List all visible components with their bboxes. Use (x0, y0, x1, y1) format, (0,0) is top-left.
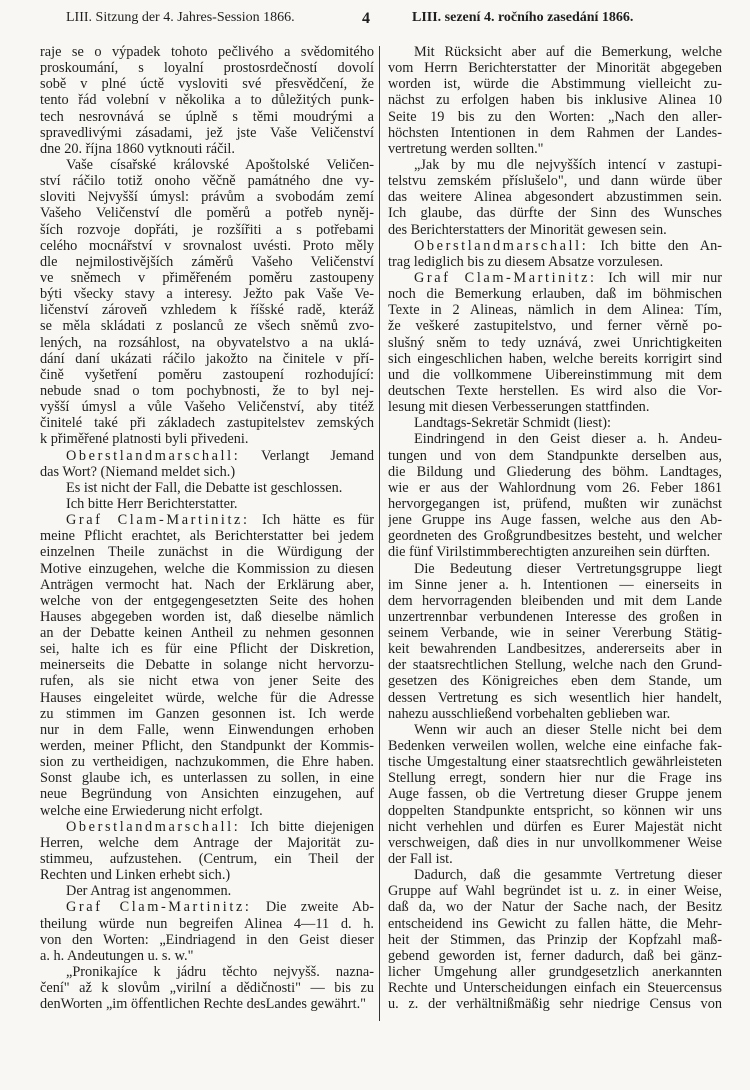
text-line: sich eingeschlichen haben, welche bereits korrigirt sind (388, 350, 722, 367)
text-line: slušný sněm to tedy uznává, zwei Unrichtigkeiten (388, 334, 722, 351)
text-line: čině vyšetření poměru zastoupení rozhodující: (40, 366, 374, 383)
text-line: theilung würde nun begreifen Alinea 4—11 d. h. (40, 915, 374, 932)
speaker-name: Graf Clam-Martinitz: (414, 269, 597, 286)
page-number: 4 (362, 10, 370, 27)
text-line (40, 819, 374, 835)
text-line: welche von der entgegengesetzten Seite des hohen (40, 592, 374, 609)
paragraph (40, 964, 374, 1012)
text-line: Der Antrag ist angenommen. (66, 883, 232, 900)
text-line (388, 270, 722, 286)
text-line: proskoumání, s loyalní prostosrdečností dovolí (40, 60, 374, 77)
text-line: unzertrennbar verbundenen Interesse des großen in (388, 608, 722, 625)
text-line: verschweigen, daß dies in nur unvollkommener Weise (388, 834, 722, 851)
text-line (40, 448, 374, 464)
text-line: Sonst glaube ich, es unterlassen zu sollen, in eine (40, 770, 374, 787)
paragraph (40, 899, 374, 964)
speech-text: Ich will mir nur (596, 269, 722, 286)
text-line: Die Bedeutung dieser Vertretungsgruppe liegt (414, 560, 722, 577)
text-line: Dadurch, daß die gesammte Vertretung dieser (414, 867, 722, 884)
paragraph (40, 480, 374, 496)
text-line: Ich glaube, das dürfte der Sinn des Wunsches (388, 205, 722, 222)
text-line: tento řád volební v několika a to důležitých punk- (40, 92, 374, 109)
paragraph (388, 561, 722, 722)
speaker-name: Oberstlandmarschall: (66, 447, 241, 464)
text-line: vom Herrn Berichterstatter der Minorität abgegeben (388, 60, 722, 77)
text-line: Vaše císařské královské Apoštolské Veličen- (66, 156, 374, 173)
text-line: licher Umgehung aller grundgesetzlich anerkannten (388, 964, 722, 981)
text-line: der Fall ist. (388, 851, 453, 868)
text-line: höchsten Intentionen in dem Rahmen der Landes- (388, 124, 722, 141)
text-line: heit der Stimmen, das Prinzip der Kopfzahl maß- (388, 931, 722, 948)
text-line: Landtags-Sekretär Schmidt (liest): (414, 415, 611, 432)
speaker-name: Graf Clam-Martinitz: (66, 899, 252, 916)
text-line: spravedlivými zásadami, jež jste Vaše Veličenství (40, 124, 374, 141)
text-line: Stellung erregt, sondern hier nur die Frage ins (388, 770, 722, 787)
text-line: gesetzen des Königreiches eben dem Stande, um (388, 673, 722, 690)
text-line: nächst zu erfolgen haben bis inklusive Alinea 10 (388, 92, 722, 109)
text-line: gebend geworden ist, ferner dadurch, daß bei gänz- (388, 947, 722, 964)
paragraph (40, 44, 374, 157)
text-line: an der Debatte keinen Antheil zu nehmen gesonnen (40, 625, 374, 642)
text-line: wie er aus der Wahlordnung vom 26. Feber 1861 (388, 479, 722, 496)
text-line: dle nejmilostivějších záměrů Vašeho Veličenství (40, 253, 374, 270)
paragraph (388, 431, 722, 560)
paragraph (40, 496, 374, 512)
text-line: noch die Bemerkung erlauben, daß im böhmischen (388, 286, 722, 303)
speech-text: Die zweite Ab- (251, 899, 374, 916)
text-line: rufen, als sie nicht etwa von jener Seite des (40, 673, 374, 690)
text-line: čení" až k slovům „virilní a dědičnosti" — bis zu (40, 980, 374, 997)
text-line: býti všecky stavy a interesy. Ježto pak Vaše Ve- (40, 286, 374, 303)
text-line: des Berichterstatters der Minorität gewesen sein. (388, 221, 667, 238)
text-line: der staatsrechtlichen Stellung, welche nach den Grund- (388, 657, 722, 674)
text-line (40, 899, 374, 915)
text-line: doppelten Standpunkte entspricht, so können wir uns (388, 802, 722, 819)
text-line: zu stimmen im Ganzen gesonnen ist. Ich werde (40, 705, 374, 722)
text-line: činitelé také při základech zastupitelstev zemských (40, 415, 374, 432)
text-line: denWorten „im öffentlichen Rechte desLandes gewährt." (40, 996, 366, 1013)
text-line: sobě v plné úctě vysloviti své přesvědčení, že (40, 76, 374, 93)
text-line: „Jak by mu dle nejvyšších intencí v zastupi- (414, 156, 722, 173)
paragraph (388, 867, 722, 1012)
text-line: tech nesrovnává se úplně s těmi moudrými a (40, 108, 374, 125)
text-line: Ich bitte Herr Berichterstatter. (66, 495, 238, 512)
paragraph (40, 157, 374, 448)
text-line: seinem Verbande, wie in seiner Vererbung Stätig- (388, 625, 722, 642)
speech-text: Ich hätte es für (249, 512, 374, 529)
text-line: Anträgen vermocht hat. Nach der Erklärung aber, (40, 576, 374, 593)
header-german-title: LIII. Sitzung der 4. Jahres-Session 1866. (66, 10, 295, 25)
text-line: se měla skládati z poslanců ze všech sněmů zvo- (40, 318, 374, 335)
text-line (388, 238, 722, 254)
paragraph (388, 415, 722, 431)
text-line: das Wort? (Niemand meldet sich.) (40, 463, 236, 480)
paragraph (40, 512, 374, 819)
text-line: Gruppe auf Wahl begründet ist u. z. in einer Weise, (388, 883, 722, 900)
text-line: Mit Rücksicht aber auf die Bemerkung, welche (414, 44, 722, 60)
text-line: einzelnen Theile zunächst in die Würdigung der (40, 544, 374, 561)
text-line: im Sinne jener a. h. Intentionen — einerseits in (388, 576, 722, 593)
text-line: meinerseits die Debatte in solange nicht hervorzu- (40, 657, 374, 674)
text-line: nahezu ausschließend vorbehalten geblieben war. (388, 705, 671, 722)
text-line: ství ráčilo totiž onoho věčně památného dne vy- (40, 173, 374, 190)
text-line: daß da, wo der Natur der Sache nach, der Besitz (388, 899, 722, 916)
text-line: ších rozvoje dopřáti, je rozšířiti a s potřebami (40, 221, 374, 238)
text-line: celého mocnářství v srovnalost uvésti. Proto měly (40, 237, 374, 254)
paragraph (388, 270, 722, 415)
paragraph (388, 722, 722, 867)
text-line: die fünf Virilstimmberechtigten anzureihen sein dürften. (388, 544, 711, 561)
text-line: a. h. Andeutungen u. s. w." (40, 947, 194, 964)
text-line: welche eine Erwiederung nicht erfolgt. (40, 802, 263, 819)
paragraph (40, 883, 374, 899)
text-line: lených, na rozsáhlost, na obyvatelstvo a na uklá- (40, 334, 374, 351)
text-line: Auge fassen, ob die Vertretung dieser Gruppe jenem (388, 786, 722, 803)
text-line: sloviti Nejvyšší úmysl: právům a svobodám zemí (40, 189, 374, 206)
text-line: raje se o výpadek tohoto pečlivého a svědomitého (40, 44, 374, 60)
text-line: keit bewahrenden Landbesitzes, andererseits aber in (388, 641, 722, 658)
left-column (40, 44, 374, 1012)
text-line: Wenn wir auch an dieser Stelle nicht bei dem (414, 721, 722, 738)
text-line: worden ist, würde die Abstimmung vielleicht zu- (388, 76, 722, 93)
speaker-name: Oberstlandmarschall: (414, 237, 589, 254)
text-line: dne 20. října 1860 vytknouti ráčil. (40, 140, 235, 157)
text-line: deutschen Texte herstellen. Es wird also die Vor- (388, 382, 722, 399)
speaker-name: Graf Clam-Martinitz: (66, 512, 250, 529)
text-line: k přiměřené platnosti byli přivedeni. (40, 431, 249, 448)
paragraph (40, 448, 374, 480)
text-line: telstvu zemském příslušelo", und dann würde über (388, 173, 722, 190)
text-line: že veškeré zastupitelstvo, und ferner věrně po- (388, 318, 722, 335)
text-line: trag lediglich bis zu diesem Absatze vorzulesen. (388, 253, 664, 270)
text-line: jene Gruppe ins Auge fassen, welche aus den Ab- (388, 512, 722, 529)
text-line: Hauses abgegeben worden ist, daß dieselbe nämlich (40, 608, 374, 625)
speech-text: Ich bitte den An- (588, 237, 722, 254)
text-line: Rechten und Linken erhebt sich.) (40, 867, 231, 884)
header-czech-title: LIII. sezení 4. ročního zasedání 1866. (412, 10, 634, 25)
text-line: entscheidend ins Gewicht zu fallen hätte, die Mehr- (388, 915, 722, 932)
text-line: werden, meiner Pflicht, den Standpunkt der Kommis- (40, 738, 374, 755)
right-column (388, 44, 722, 1012)
text-line: sion zu vertheidigen, nachzukommen, die Ehre haben. (40, 754, 374, 771)
text-line: nicht verhehlen und dürfen es Eurer Majestät nicht (388, 818, 722, 835)
speech-text: Ich bitte diejenigen (240, 818, 374, 835)
text-line: Es ist nicht der Fall, die Debatte ist geschlossen. (66, 479, 343, 496)
text-line: Eindringend in den Geist dieser a. h. Andeu- (414, 431, 722, 448)
speech-text: Verlangt Jemand (240, 447, 374, 464)
text-line: das weitere Alinea abgesondert abzustimmen sein. (388, 189, 722, 206)
text-line: nebude snad o tom pochybnosti, že to byl nej- (40, 382, 374, 399)
column-divider (379, 46, 380, 1021)
text-line: meine Pflicht erachtet, als Berichterstatter bei jedem (40, 528, 374, 545)
text-line: stimmeu, aufzustehen. (Centrum, ein Theil der (40, 851, 374, 868)
text-line: nur in dem Falle, wenn Einwendungen erhoben (40, 721, 374, 738)
text-line: sei, halte ich es für eine Pflicht der Diskretion, (40, 641, 374, 658)
text-line: vyšší úmysl a vůle Vašeho Veličenství, aby titéž (40, 399, 374, 416)
text-line: tungen und von dem Standpunkte derselben aus, (388, 447, 722, 464)
text-line: Seite 19 bis zu den Worten: „Nach den aller- (388, 108, 722, 125)
text-line: dání daní ukázati ráčilo jakožto na činitele v pří- (40, 350, 374, 367)
text-line: Herren, welche dem Antrage der Majorität zu- (40, 834, 374, 851)
paragraph (388, 44, 722, 157)
text-line (40, 512, 374, 528)
text-line: die Bildung und Gliederung des böhm. Landtages, (388, 463, 722, 480)
text-line: geordneten des Großgrundbesitzes besteht, und welcher (388, 528, 722, 545)
text-line: lesung mit diesen Verbesserungen stattfinden. (388, 399, 650, 416)
text-line: Bedenken verweilen wollen, welche eine einfache fak- (388, 738, 722, 755)
page-header (0, 10, 750, 32)
text-line: Hauses eingeleitet würde, welche für die Adresse (40, 689, 374, 706)
text-line: ličenství zároveň vzhledem k říšské radě, kteráž (40, 302, 374, 319)
paragraph (388, 157, 722, 238)
text-line: Motive einzugehen, welche die Kommission zu diesen (40, 560, 374, 577)
text-line: von den Worten: „Eindriagend in den Geist dieser (40, 931, 374, 948)
speaker-name: Oberstlandmarschall: (66, 818, 241, 835)
text-line: Texte in 2 Alineas, nämlich in dem Alinea: Tím, (388, 302, 722, 319)
text-line: dessen Vertretung es sich wesentlich hier handelt, (388, 689, 722, 706)
text-line: vertretung werden sollten." (388, 140, 544, 157)
text-line: ve sněmech v přiměřeném poměru zastoupeny (40, 269, 374, 286)
paragraph (40, 819, 374, 884)
text-line: „Pronikajíce k jádru těchto nejvyšš. nazna- (66, 964, 374, 981)
text-line: dem hervorragenden bleibenden und mit dem Lande (388, 592, 722, 609)
text-line: u. z. der verhältnißmäßig sehr niedrige Census von (388, 996, 722, 1013)
text-line: und die vollkommene Uibereinstimmung mit dem (388, 366, 722, 383)
text-line: Vašeho Veličenství dle poměrů a potřeb nyněj- (40, 205, 374, 222)
text-line: tische Umgestaltung einer staatsrechtlich gewährleisteten (388, 754, 722, 771)
paragraph (388, 238, 722, 270)
text-line: Rechte und Unterscheidungen einfach ein Steuercensus (388, 980, 722, 997)
text-line: hervorgegangen ist, prüfend, mußten wir zunächst (388, 495, 722, 512)
text-line: neue Begründung von Ansichten einzugehen, auf (40, 786, 374, 803)
